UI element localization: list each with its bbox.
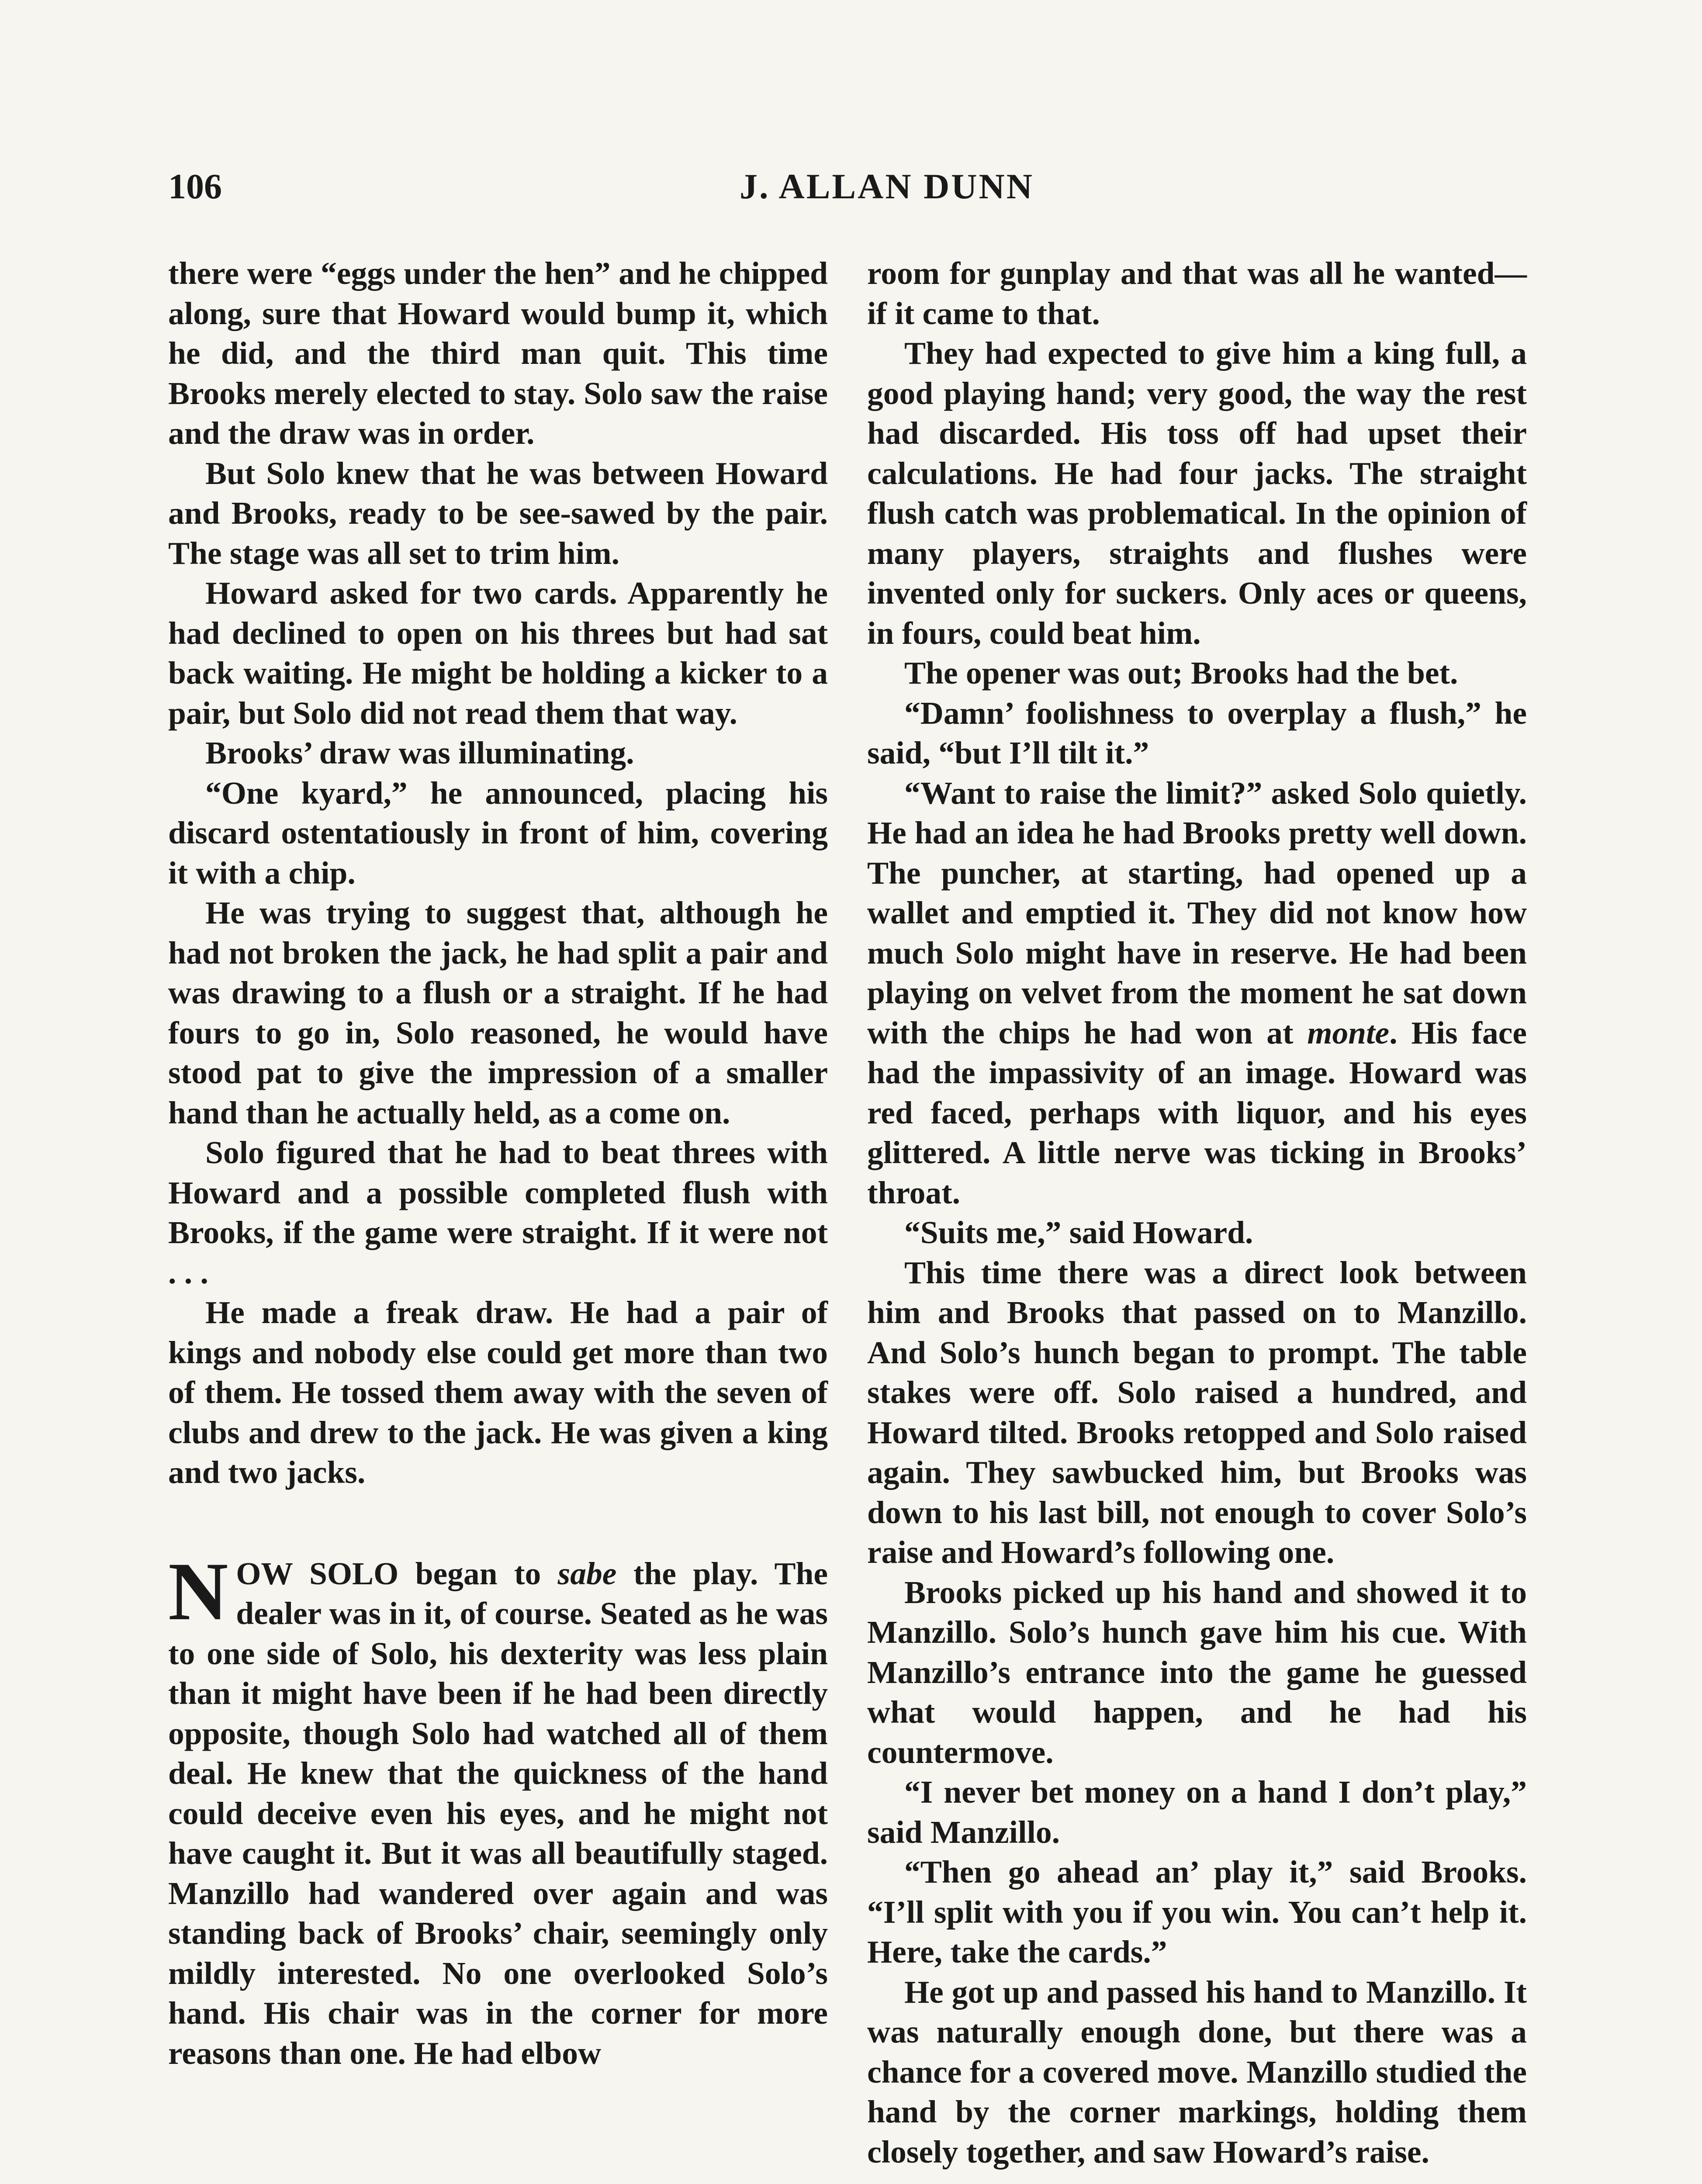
- text-run: the play. The dealer was in it, of course. Seated as he was to one side of Solo, his dexterity was less plain than it might have been if he had been directly opposite, though Solo had watched all of them deal. He knew that the quickness of the hand could deceive even his eyes, and he might not have caught it. But it was all beautifully staged. Manzillo had wandered over again and was standing back of Brooks’ chair, seemingly only mildly interested. No one overlooked Solo’s hand. His chair was in the corner for more reasons than one. He had elbow: [168, 1555, 828, 2071]
- paragraph: [867, 773, 1527, 1213]
- page-header: [168, 166, 1536, 218]
- section-start-paragraph: [168, 1545, 828, 2073]
- paragraph: Howard asked for two cards. Apparently he had declined to open on his threes but had sat back waiting. He might be holding a kicker to a pair, but Solo did not read them that way.: [168, 575, 828, 731]
- paragraph: “I never bet money on a hand I don’t play,” said Manzillo.: [867, 1774, 1527, 1850]
- paragraph: Brooks picked up his hand and showed it to Manzillo. Solo’s hunch gave him his cue. With Manzillo’s entrance into the game he guessed what would happen, and he had his countermove.: [867, 1574, 1527, 1770]
- book-page: [168, 166, 1536, 2184]
- paragraph: room for gunplay and that was all he wanted—if it came to that.: [867, 256, 1527, 331]
- text-run: . His face had the impassivity of an image. Howard was red faced, perhaps with liquor, and his eyes glittered. A little nerve was ticking in Brooks’ throat.: [867, 1015, 1527, 1210]
- paragraph: “Then go ahead an’ play it,” said Brooks. “I’ll split with you if you win. You can’t help it. Here, take the cards.”: [867, 1854, 1527, 1970]
- paragraph: there were “eggs under the hen” and he chipped along, sure that Howard would bump it, which he did, and the third man quit. This time Brooks merely elected to stay. Solo saw the raise and the draw was in order.: [168, 256, 828, 451]
- italic-word: sabe: [557, 1555, 617, 1591]
- lead-caps: OW SOLO: [236, 1555, 399, 1591]
- paragraph: “Damn’ foolishness to overplay a flush,” he said, “but I’ll tilt it.”: [867, 695, 1527, 771]
- italic-word: monte: [1307, 1015, 1390, 1051]
- paragraph: Brooks’ draw was illuminating.: [205, 735, 634, 771]
- paragraph: But Solo knew that he was between Howard and Brooks, ready to be see-sawed by the pair. The stage was all set to trim him.: [168, 455, 828, 571]
- paragraph: Solo figured that he had to beat threes with Howard and a possible completed flush with Brooks, if the game were straight. If it were not . . .: [168, 1135, 828, 1290]
- paragraph: “Suits me,” said Howard.: [904, 1215, 1253, 1250]
- paragraph: They had expected to give him a king full, a good playing hand; very good, the way the rest had discarded. His toss off had upset their calculations. He had four jacks. The straight flush catch was problematical. In the opinion of many players, straights and flushes were invented only for suckers. Only aces or queens, in fours, could beat him.: [867, 335, 1527, 651]
- right-column: [867, 253, 1527, 2172]
- paragraph: He was trying to suggest that, although he had not broken the jack, he had split a pair and was drawing to a flush or a straight. If he had fours to go in, Solo reasoned, he would have stood pat to give the impression of a smaller hand than he actually held, as a come on.: [168, 895, 828, 1130]
- paragraph: He got up and passed his hand to Manzillo. It was naturally enough done, but there was a chance for a covered move. Manzillo studied the hand by the corner markings, holding them closely together, and saw Howard’s raise.: [867, 1974, 1527, 2170]
- paragraph: “One kyard,” he announced, placing his discard ostentatiously in front of him, covering it with a chip.: [168, 775, 828, 891]
- drop-cap: N: [168, 1545, 228, 1638]
- left-column: [168, 253, 828, 2073]
- text-run: began to: [398, 1555, 558, 1591]
- paragraph: The opener was out; Brooks had the bet.: [904, 655, 1458, 691]
- paragraph: He made a freak draw. He had a pair of kings and nobody else could get more than two of them. He tossed them away with the seven of clubs and drew to the jack. He was given a king and two jacks.: [168, 1295, 828, 1490]
- text-run: “Want to raise the limit?” asked Solo quietly. He had an idea he had Brooks pretty well down. The puncher, at starting, had opened up a wallet and emptied it. They did not know how much Solo might have in reserve. He had been playing on velvet from the moment he sat down with the chips he had won at: [867, 775, 1527, 1051]
- page-number: 106: [168, 166, 222, 206]
- running-head: J. ALLAN DUNN: [740, 166, 1034, 206]
- paragraph: This time there was a direct look between him and Brooks that passed on to Manzillo. And Solo’s hunch began to prompt. The table stakes were off. Solo raised a hundred, and Howard tilted. Brooks retopped and Solo raised again. They sawbucked him, but Brooks was down to his last bill, not enough to cover Solo’s raise and Howard’s following one.: [867, 1254, 1527, 1570]
